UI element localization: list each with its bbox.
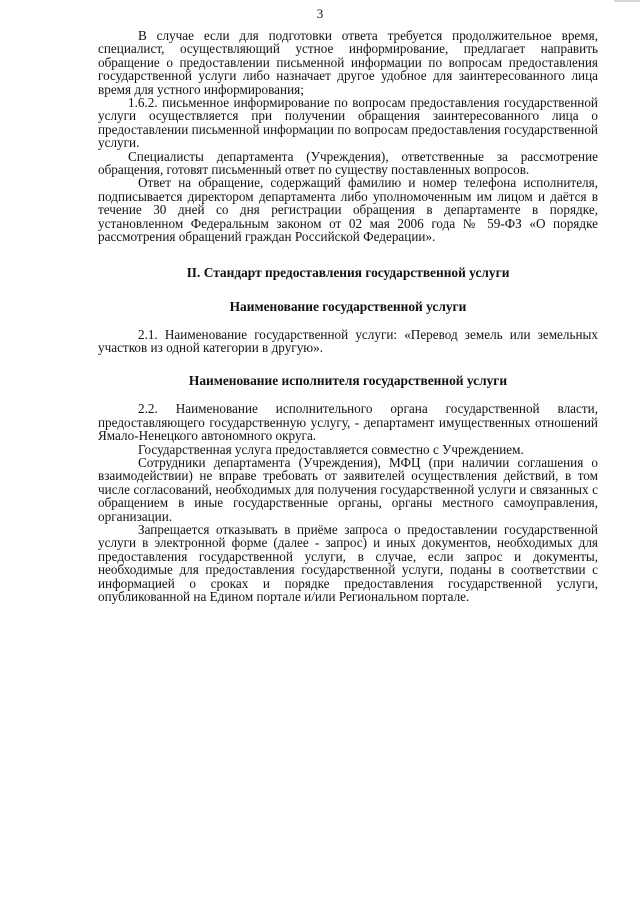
paragraph-refusal-prohibition: Запрещается отказывать в приёме запроса о предоставлении государственной услуги в электронной форме (далее - запрос) и иных документов, необходимых для предоставления государственной услуги, в случае, если запрос и документы, необходимые для предоставления государственной услуги, поданы в соответствии с информацией о сроках и порядке предоставления государственной услуги, опубликованной на Едином портале и/или Региональном портале. bbox=[98, 521, 598, 604]
paragraph-specialists-answer: Специалисты департамента (Учреждения), ответственные за рассмотрение обращения, готовят письменный ответ по существу поставленных вопросов. bbox=[98, 148, 598, 178]
paragraph-executor-body: 2.2. Наименование исполнительного органа государственной власти, предоставляющего государственную услугу, - департамент имущественных отношений Ямало-Ненецкого автономного округа. bbox=[98, 401, 598, 444]
paragraph-service-name: 2.1. Наименование государственной услуги: «Перевод земель или земельных участков из одной категории в другую». bbox=[98, 326, 598, 355]
section-title: II. Стандарт предоставления государственной услуги bbox=[186, 264, 510, 280]
page-number: 3 bbox=[316, 6, 324, 21]
paragraph-joint-provision: Государственная услуга предоставляется совместно с Учреждением. bbox=[138, 441, 524, 457]
paragraph-staff-restrictions: Сотрудники департамента (Учреждения), МФЦ (при наличии соглашения о взаимодействии) не вправе требовать от заявителей осуществления действий, в том числе согласований, необходимых для получения государственной услуги и связанных с обращением в иные государственные органы, органы местного самоуправления, организации. bbox=[98, 454, 598, 524]
scan-edge-mark bbox=[614, 0, 640, 2]
paragraph-written-info: 1.6.2. письменное информирование по вопросам предоставления государственной услуги осуществляется при получении обращения заинтересованного лица о предоставлении письменной информации по вопросам предоставления государственной услуги. bbox=[98, 95, 598, 151]
paragraph-oral-info-followup: В случае если для подготовки ответа требуется продолжительное время, специалист, осуществляющий устное информирование, предлагает направить обращение о предоставлении письменной информации по вопросам предоставления государственной услуги либо назначает другое удобное для заинтересованного лица время для устного информирования; bbox=[98, 28, 598, 97]
paragraph-answer-signing: Ответ на обращение, содержащий фамилию и номер телефона исполнителя, подписывается директором департамента либо уполномоченным им лицом и даётся в течение 30 дней со дня регистрации обращения в департаменте в порядке, установленном Федеральным законом от 02 мая 2006 года № 59-ФЗ «О порядке рассмотрения обращений граждан Российской Федерации». bbox=[98, 175, 598, 245]
document-body bbox=[98, 29, 598, 603]
subheading-executor: Наименование исполнителя государственной услуги bbox=[188, 373, 508, 389]
subheading-service-name: Наименование государственной услуги bbox=[229, 298, 467, 314]
